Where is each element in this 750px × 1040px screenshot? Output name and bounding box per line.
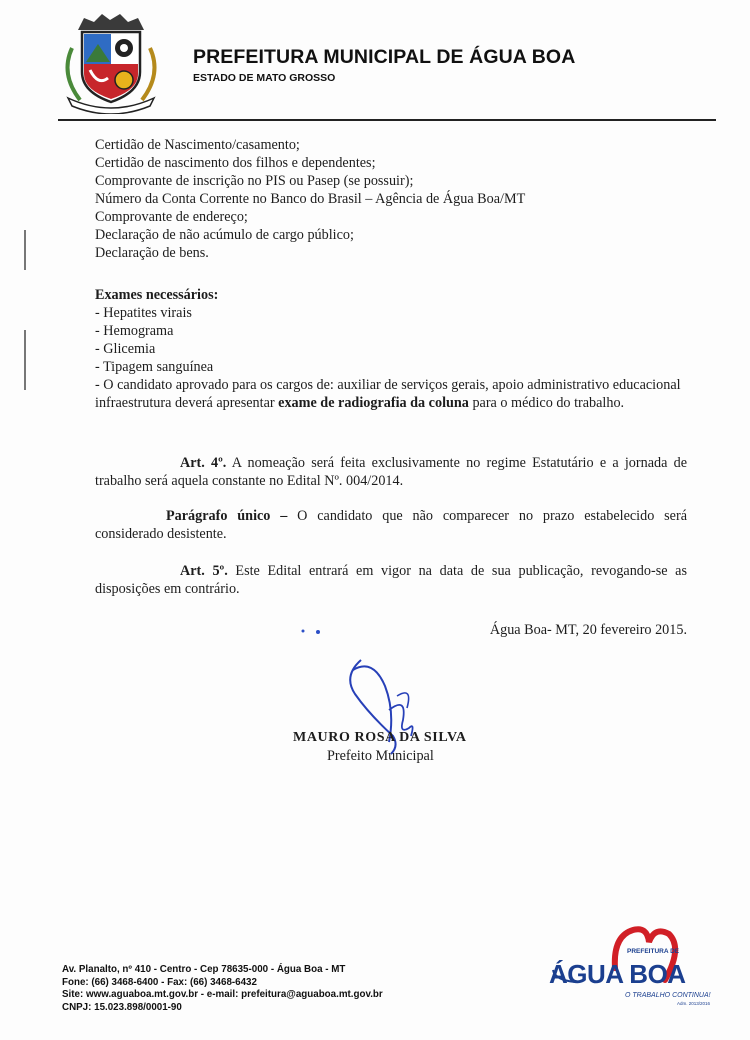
article-5 — [95, 562, 687, 598]
date-line: Água Boa- MT, 20 fevereiro 2015. — [489, 622, 687, 638]
list-item: - Hepatites virais — [95, 305, 192, 321]
brand-top: PREFEITURA DE — [627, 948, 680, 955]
footer-site: Site: www.aguaboa.mt.gov.br - e-mail: prefeitura@aguaboa.mt.gov.br — [62, 989, 383, 1000]
list-item: Certidão de nascimento dos filhos e dependentes; — [95, 155, 376, 171]
brand-name: ÁGUA BOA — [549, 959, 686, 989]
list-item: - Hemograma — [95, 323, 174, 339]
brand-term: Adm. 2013/2016 — [677, 1001, 711, 1006]
footer-address: Av. Planalto, nº 410 - Centro - Cep 78635-000 - Água Boa - MT — [62, 964, 346, 975]
exam-note-bold: exame de radiografia da coluna — [278, 395, 469, 411]
article-text: Este Edital entrará em vigor na data de sua publicação, revogando-se as disposições em contrário. — [95, 563, 687, 597]
page-title: PREFEITURA MUNICIPAL DE ÁGUA BOA — [193, 46, 576, 68]
list-item: Declaração de não acúmulo de cargo público; — [95, 227, 354, 243]
footer-phone: Fone: (66) 3468-6400 - Fax: (66) 3468-6432 — [62, 976, 257, 988]
signatory-role: Prefeito Municipal — [327, 748, 434, 764]
brand-slogan: O TRABALHO CONTINUA! — [625, 992, 711, 999]
list-item: Número da Conta Corrente no Banco do Brasil – Agência de Água Boa/MT — [95, 191, 526, 207]
list-item: - Glicemia — [95, 341, 156, 357]
required-documents-list — [95, 136, 525, 262]
footer-cnpj: CNPJ: 15.023.898/0001-90 — [62, 1001, 182, 1013]
article-label: Art. 5º. — [180, 563, 228, 579]
header-divider — [58, 119, 716, 121]
exams-heading: Exames necessários: — [95, 287, 219, 303]
page-subtitle: ESTADO DE MATO GROSSO — [193, 72, 336, 84]
scan-margin-mark — [24, 330, 26, 390]
footer-contact — [62, 964, 383, 1014]
list-item: Comprovante de endereço; — [95, 209, 248, 225]
agua-boa-brand-logo — [545, 920, 720, 1030]
municipal-crest-emblem — [50, 8, 168, 114]
article-text: A nomeação será feita exclusivamente no regime Estatutário e a jornada de trabalho será aquela constante no Edital Nº. 004/2014. — [95, 455, 687, 489]
exam-note-text: - O candidato aprovado para os cargos de: auxiliar de serviços gerais, apoio administrativo educacional infraestrutura deverá apresentar — [95, 377, 681, 411]
article-label: Parágrafo único – — [166, 508, 288, 524]
scan-margin-mark — [24, 230, 26, 270]
sole-paragraph — [95, 507, 687, 543]
list-item: - Tipagem sanguínea — [95, 359, 214, 375]
list-item: Comprovante de inscrição no PIS ou Pasep (se possuir); — [95, 173, 414, 189]
article-label: Art. 4º. — [180, 455, 227, 471]
exam-note — [95, 376, 685, 412]
ink-dots — [300, 627, 324, 635]
article-4 — [95, 454, 687, 490]
list-item: Certidão de Nascimento/casamento; — [95, 137, 300, 153]
required-exams-section — [95, 286, 705, 412]
signatory-name: MAURO ROSA DA SILVA — [293, 730, 467, 745]
exam-note-text: para o médico do trabalho. — [468, 395, 625, 411]
list-item: Declaração de bens. — [95, 245, 209, 261]
article-text: O candidato que não comparecer no prazo estabelecido será considerado desistente. — [95, 508, 687, 542]
